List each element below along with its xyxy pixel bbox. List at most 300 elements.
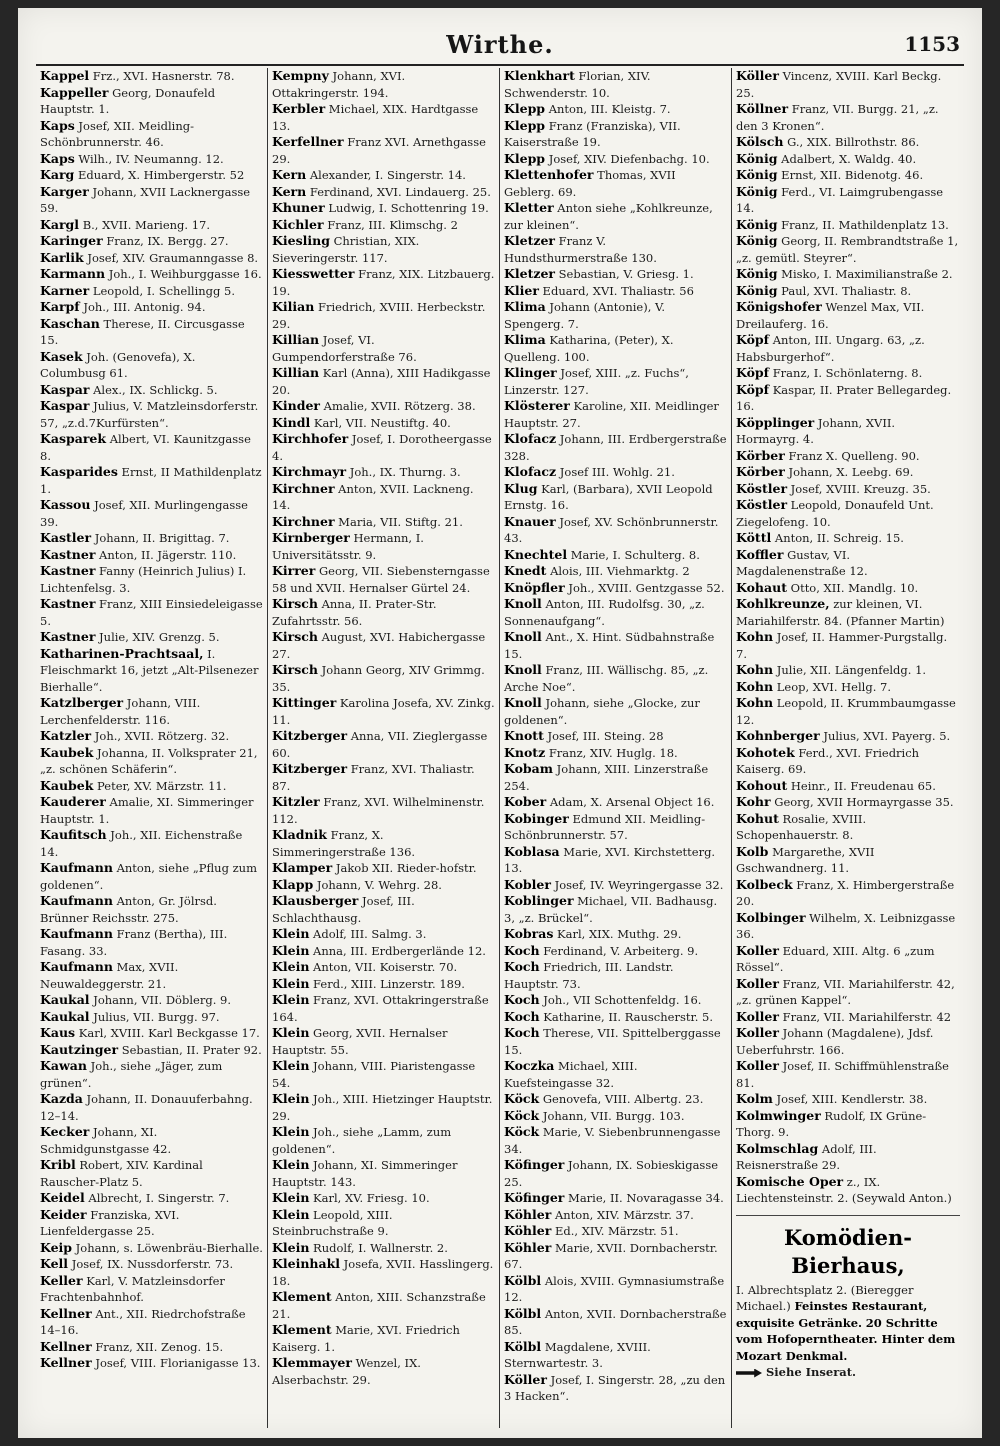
- entry-details: Franz, XIX. Litzbauerg. 19.: [272, 267, 495, 298]
- entry-name: Klinger: [504, 365, 557, 380]
- entry-name: Klamper: [272, 860, 333, 875]
- directory-entry: [736, 332, 960, 365]
- entry-name: Köfinger: [504, 1190, 565, 1205]
- directory-entry: [272, 1207, 495, 1240]
- entry-details: Eduard, XIII. Altg. 6 „zum Rössel“.: [736, 943, 935, 974]
- entry-name: Kohn: [736, 678, 774, 694]
- entry-name: König: [736, 216, 778, 232]
- entry-name: Kohn: [736, 629, 774, 644]
- directory-entry: [40, 1025, 263, 1042]
- entry-name: Kitzberger: [272, 761, 348, 776]
- directory-entry: [40, 497, 263, 530]
- directory-entry: [272, 976, 495, 993]
- directory-entry: [272, 514, 495, 531]
- ad-highlight-2: 20 Schritte vom Hofoperntheater. Hinter dem Mozart Denkmal.: [736, 1315, 956, 1363]
- directory-entry: [40, 233, 263, 250]
- directory-entry: [40, 1306, 263, 1339]
- entry-details: Georg, Donaufeld Hauptstr. 1.: [40, 85, 216, 116]
- directory-entry: [504, 1108, 727, 1125]
- directory-entry: [40, 382, 263, 399]
- entry-name: Kobler: [504, 876, 551, 892]
- entry-name: Kölbl: [504, 1305, 542, 1321]
- entry-name: Klement: [272, 1322, 332, 1337]
- entry-name: Klein: [272, 992, 310, 1007]
- entry-name: Katharinen-Prachtsaal,: [40, 645, 204, 661]
- directory-entry: [504, 1372, 727, 1405]
- entry-name: Klepp: [504, 101, 546, 116]
- directory-entry: [272, 1025, 495, 1058]
- directory-entry: [40, 1355, 263, 1372]
- entry-name: Kauderer: [40, 794, 106, 809]
- entry-details: Adalbert, X. Waldg. 40.: [777, 151, 917, 166]
- directory-entry: [272, 266, 495, 299]
- directory-entry: [40, 266, 263, 283]
- entry-name: Karger: [40, 183, 89, 199]
- entry-name: Kastner: [40, 629, 96, 644]
- entry-details: Hermann, I. Universitätsstr. 9.: [272, 531, 424, 562]
- entry-name: Kasek: [40, 348, 83, 364]
- entry-name: Kölsch: [736, 134, 784, 149]
- entry-details: Marie, XVI. Kirchstetterg. 13.: [504, 844, 716, 875]
- directory-entry: [736, 1141, 960, 1174]
- directory-entry: [504, 1306, 727, 1339]
- entry-details: Johann, II. Brigittag. 7.: [91, 531, 230, 545]
- entry-details: Anton, XVII. Lackneng. 14.: [272, 481, 474, 512]
- column-4-entries: [736, 68, 960, 1207]
- entry-name: Kirchner: [272, 480, 335, 496]
- entry-details: Paul, XVI. Thaliastr. 8.: [777, 283, 912, 298]
- directory-entry: [504, 1223, 727, 1240]
- directory-entry: [504, 1091, 727, 1108]
- entry-name: Knedt: [504, 563, 547, 578]
- entry-name: Klepp: [504, 150, 546, 166]
- directory-entry: [504, 1240, 727, 1273]
- entry-details: Julius, V. Matzleinsdorferstr. 57, „z.d.7Kurfürsten“.: [40, 399, 259, 430]
- entry-details: Anton, III. Ungarg. 63, „z. Habsburgerhof“.: [736, 333, 925, 364]
- entry-details: Edmund XII. Meidling-Schönbrunnerstr. 57.: [504, 811, 706, 842]
- entry-name: Kawan: [40, 1058, 87, 1073]
- directory-entry: [40, 860, 263, 893]
- directory-entry: [504, 118, 727, 151]
- entry-name: Knott: [504, 728, 544, 743]
- entry-name: Köstler: [736, 480, 788, 496]
- entry-details: Alois, XVIII. Gymnasiumstraße 12.: [504, 1273, 725, 1304]
- directory-entry: [504, 877, 727, 894]
- entry-details: Anton siehe „Kohlkreunze, zur kleinen“.: [504, 201, 713, 232]
- entry-name: Kellner: [40, 1338, 92, 1354]
- entry-name: Kolbinger: [736, 909, 806, 925]
- entry-details: Karl, VII. Neustiftg. 40.: [310, 415, 451, 430]
- entry-details: Julie, XIV. Grenzg. 5.: [95, 630, 220, 644]
- entry-name: Klösterer: [504, 398, 570, 413]
- directory-entry: [736, 415, 960, 448]
- entry-name: Kribl: [40, 1157, 76, 1172]
- entry-name: Klemmayer: [272, 1355, 352, 1370]
- entry-name: Kern: [272, 183, 307, 199]
- directory-entry: [40, 1190, 263, 1207]
- entry-details: Josef, VIII. Florianigasse 13.: [91, 1356, 261, 1370]
- directory-entry: [736, 794, 960, 811]
- directory-entry: [504, 547, 727, 564]
- entry-name: Kirchhofer: [272, 431, 349, 446]
- entry-details: Josef, XIII. Kendlerstr. 38.: [772, 1092, 928, 1106]
- entry-name: Kappeller: [40, 84, 109, 100]
- directory-entry: [40, 1273, 263, 1306]
- entry-details: Johann, VIII. Piaristengasse 54.: [272, 1059, 476, 1090]
- directory-entry: [736, 497, 960, 530]
- entry-details: Josef, XV. Schönbrunnerstr. 43.: [504, 514, 719, 545]
- entry-details: Ferdinand, V. Arbeiterg. 9.: [539, 943, 699, 958]
- entry-details: Ernst, XII. Bidenotg. 46.: [777, 168, 924, 182]
- directory-entry: [40, 827, 263, 860]
- entry-name: Kecker: [40, 1124, 90, 1139]
- entry-name: Köller: [736, 68, 779, 83]
- directory-entry: [272, 530, 495, 563]
- directory-entry: [504, 68, 727, 101]
- directory-entry: [272, 233, 495, 266]
- entry-name: Kirchner: [272, 513, 335, 529]
- directory-entry: [736, 547, 960, 580]
- directory-entry: [272, 1289, 495, 1322]
- directory-entry: [504, 332, 727, 365]
- directory-entry: [272, 481, 495, 514]
- directory-entry: [736, 811, 960, 844]
- entry-details: Max, XVII. Neuwaldeggerstr. 21.: [40, 960, 179, 991]
- entry-name: Kazda: [40, 1091, 83, 1106]
- directory-entry: [40, 250, 263, 267]
- directory-entry: [40, 1339, 263, 1356]
- directory-entry: [736, 695, 960, 728]
- entry-details: Johann, X. Leebg. 69.: [784, 465, 914, 479]
- directory-entry: [40, 1256, 263, 1273]
- entry-name: Körber: [736, 447, 785, 463]
- directory-entry: [736, 629, 960, 662]
- directory-entry: [504, 299, 727, 332]
- directory-entry: [736, 844, 960, 877]
- entry-details: Joh. (Genovefa), X. Columbusg 61.: [40, 349, 196, 380]
- entry-details: Joh., siehe „Jäger, zum grünen“.: [40, 1059, 223, 1090]
- entry-name: Kappel: [40, 68, 90, 83]
- directory-entry: [272, 1355, 495, 1388]
- entry-name: Koller: [736, 1025, 779, 1040]
- directory-entry: [272, 1157, 495, 1190]
- entry-name: Klein: [272, 1190, 310, 1205]
- directory-entry: [504, 1009, 727, 1026]
- entry-name: Köck: [504, 1091, 540, 1106]
- directory-entry: [736, 299, 960, 332]
- directory-entry: [272, 596, 495, 629]
- entry-details: Franz (Bertha), III. Fasang. 33.: [40, 927, 228, 958]
- entry-name: Kaus: [40, 1025, 76, 1040]
- entry-name: Kichler: [272, 216, 324, 232]
- entry-details: Franz, X. Simmeringerstraße 136.: [272, 828, 416, 859]
- entry-details: Josef, I. Dorotheergasse 4.: [272, 432, 492, 463]
- entry-details: Ant., X. Hint. Südbahnstraße 15.: [504, 630, 715, 661]
- entry-details: Franz, I. Schönlaterng. 8.: [769, 366, 923, 380]
- entry-name: Katzlberger: [40, 695, 124, 710]
- directory-entry: [736, 877, 960, 910]
- entry-details: Kaspar, II. Prater Bellegardeg. 16.: [736, 382, 952, 413]
- entry-name: König: [736, 266, 778, 281]
- directory-entry: [504, 761, 727, 794]
- directory-entry: [504, 629, 727, 662]
- entry-details: Anna, VII. Zieglergasse 60.: [272, 729, 488, 760]
- entry-name: Karinger: [40, 233, 103, 248]
- entry-details: Franz, VII. Mariahilferstr. 42: [778, 1009, 952, 1024]
- entry-details: Anton, III. Kleistg. 7.: [545, 102, 671, 116]
- entry-details: Anton, II. Jägerstr. 110.: [95, 547, 237, 562]
- directory-entry: [40, 629, 263, 646]
- directory-entry: [736, 943, 960, 976]
- entry-details: Thomas, XVII Geblerg. 69.: [504, 168, 676, 199]
- directory-entry: [504, 992, 727, 1009]
- directory-entry: [504, 943, 727, 960]
- directory-entry: [40, 530, 263, 547]
- entry-name: Komische Oper: [736, 1173, 844, 1189]
- entry-details: Josef, IX. Nussdorferstr. 73.: [68, 1257, 234, 1271]
- entry-name: Kirsch: [272, 629, 318, 644]
- directory-entry: [272, 217, 495, 234]
- directory-entry: [504, 398, 727, 431]
- directory-entry: [40, 1157, 263, 1190]
- entry-name: König: [736, 167, 778, 182]
- entry-name: Kilian: [272, 299, 315, 314]
- entry-name: Kolm: [736, 1091, 773, 1106]
- entry-name: Klein: [272, 959, 310, 974]
- entry-details: Josef, I. Singerstr. 28, „zu den 3 Hacken“.: [504, 1372, 726, 1403]
- entry-name: Kaufmann: [40, 860, 113, 875]
- entry-name: Köpf: [736, 332, 770, 347]
- entry-details: Franz, XII. Zenog. 15.: [91, 1339, 224, 1354]
- entry-name: Kober: [504, 794, 547, 809]
- entry-name: Karner: [40, 282, 90, 298]
- directory-entry: [272, 134, 495, 167]
- entry-name: Katzler: [40, 728, 92, 743]
- entry-details: Robert, XIV. Kardinal Rauscher-Platz 5.: [40, 1158, 203, 1189]
- entry-details: Adolf, III. Reisnerstraße 29.: [736, 1141, 877, 1172]
- entry-name: Kölbl: [504, 1272, 542, 1288]
- directory-page: [18, 8, 982, 1438]
- entry-details: Karl, XVIII. Karl Beckgasse 17.: [75, 1026, 260, 1040]
- entry-details: Fanny (Heinrich Julius) I. Lichtenfelsg. 3.: [40, 564, 247, 595]
- directory-entry: [272, 943, 495, 960]
- entry-name: Koller: [736, 942, 779, 958]
- header-rule: [36, 64, 964, 66]
- entry-name: Kohut: [736, 810, 779, 826]
- directory-entry: [736, 184, 960, 217]
- directory-entry: [272, 959, 495, 976]
- directory-entry: [736, 1091, 960, 1108]
- entry-name: Kirrer: [272, 563, 316, 578]
- directory-entry: [40, 1042, 263, 1059]
- directory-entry: [272, 728, 495, 761]
- entry-details: Franziska, XVI. Lienfeldergasse 25.: [40, 1207, 180, 1238]
- directory-entry: [504, 580, 727, 597]
- entry-name: Kindl: [272, 414, 311, 430]
- directory-entry: [40, 68, 263, 85]
- directory-entry: [40, 151, 263, 168]
- directory-entry: [504, 1157, 727, 1190]
- entry-details: Johann, V. Wehrg. 28.: [313, 877, 442, 892]
- entry-name: Kohn: [736, 695, 774, 710]
- entry-details: Wenzel Max, VII. Dreilauferg. 16.: [736, 300, 925, 331]
- directory-entry: [40, 1009, 263, 1026]
- entry-name: Kaps: [40, 150, 75, 166]
- entry-name: Kletter: [504, 200, 554, 215]
- entry-details: Joh., XVIII. Gentzgasse 52.: [564, 580, 725, 595]
- entry-name: Kaspar: [40, 381, 90, 397]
- directory-entry: [736, 910, 960, 943]
- directory-entry: [272, 563, 495, 596]
- entry-details: Johann, XI. Simmeringer Hauptstr. 143.: [272, 1158, 458, 1189]
- directory-entry: [504, 1025, 727, 1058]
- ad-text: [736, 1282, 960, 1365]
- entry-details: Vincenz, XVIII. Karl Beckg. 25.: [736, 69, 942, 100]
- directory-entry: [736, 530, 960, 547]
- directory-entry: [736, 382, 960, 415]
- entry-details: Franz, XVI. Thaliastr. 87.: [272, 762, 475, 793]
- entry-name: Köhler: [504, 1239, 552, 1255]
- entry-details: Adam, X. Arsenal Object 16.: [546, 795, 715, 809]
- directory-entry: [736, 728, 960, 745]
- directory-entry: [504, 844, 727, 877]
- entry-details: Franz XVI. Arnethgasse 29.: [272, 135, 486, 166]
- entry-details: Johann, VII. Döblerg. 9.: [89, 993, 231, 1007]
- directory-entry: [736, 101, 960, 134]
- directory-entry: [272, 992, 495, 1025]
- entry-name: Klein: [272, 926, 310, 941]
- entry-name: Knechtel: [504, 546, 568, 562]
- entry-details: Franz, IX. Bergg. 27.: [102, 234, 229, 248]
- entry-details: Anton, II. Schreig. 15.: [771, 531, 904, 545]
- entry-name: Kastner: [40, 596, 96, 611]
- entry-name: König: [736, 183, 778, 199]
- entry-details: Gustav, VI. Magdalenenstraße 12.: [736, 547, 868, 578]
- directory-entry: [504, 1190, 727, 1207]
- directory-entry: [736, 167, 960, 184]
- entry-details: Franz, XIV. Huglg. 18.: [545, 745, 678, 760]
- entry-name: Kaukal: [40, 992, 90, 1007]
- directory-entry: [504, 514, 727, 547]
- entry-details: Karl, XV. Friesg. 10.: [309, 1191, 430, 1205]
- entry-details: Leopold, XIII. Steinbruchstraße 9.: [272, 1207, 393, 1238]
- entry-name: Kerbler: [272, 101, 326, 116]
- entry-name: Kohlkreunze,: [736, 596, 830, 611]
- entry-details: Katharine, II. Rauscherstr. 5.: [539, 1009, 713, 1024]
- entry-details: Joh., III. Antonig. 94.: [79, 300, 206, 314]
- directory-entry: [40, 349, 263, 382]
- entry-name: Köller: [504, 1371, 547, 1387]
- entry-name: Kitzberger: [272, 728, 348, 743]
- entry-name: Klein: [272, 1058, 310, 1073]
- entry-name: Kaukal: [40, 1008, 90, 1024]
- directory-entry: [504, 596, 727, 629]
- directory-entry: [736, 662, 960, 679]
- directory-entry: [40, 1091, 263, 1124]
- entry-name: Koch: [504, 1025, 540, 1040]
- entry-details: Josef, XVIII. Kreuzg. 35.: [787, 481, 931, 496]
- entry-details: Sebastian, II. Prater 92.: [118, 1042, 262, 1057]
- directory-entry: [736, 217, 960, 234]
- entry-name: Klug: [504, 480, 538, 496]
- entry-details: Sebastian, V. Griesg. 1.: [554, 267, 694, 281]
- directory-entry: [736, 266, 960, 283]
- entry-details: Leopold, II. Krummbaumgasse 12.: [736, 696, 956, 727]
- entry-name: Killian: [272, 332, 320, 347]
- entry-details: Josefa, XVII. Hasslingerg. 18.: [272, 1257, 494, 1288]
- directory-entry: [504, 464, 727, 481]
- entry-details: Joh., XVII. Rötzerg. 32.: [91, 729, 230, 743]
- entry-details: Franz, VII. Burgg. 21, „z. den 3 Kronen“.: [736, 102, 939, 133]
- directory-entry: [504, 1273, 727, 1306]
- entry-details: Rosalie, XVIII. Schopenhauerstr. 8.: [736, 811, 867, 842]
- entry-name: Kirchmayr: [272, 464, 347, 479]
- entry-name: Kern: [272, 167, 307, 182]
- entry-details: Karl, XIX. Muthg. 29.: [553, 927, 682, 941]
- entry-details: Franz, X. Himbergerstraße 20.: [736, 877, 955, 908]
- entry-details: Adolf, III. Salmg. 3.: [309, 927, 427, 941]
- entry-name: Keider: [40, 1206, 87, 1222]
- entry-name: Köttl: [736, 530, 772, 545]
- entry-name: Königshofer: [736, 299, 822, 314]
- entry-name: Kaps: [40, 117, 75, 133]
- directory-entry: [736, 151, 960, 168]
- directory-entry: [736, 134, 960, 151]
- directory-entry: [736, 1108, 960, 1141]
- directory-entry: [40, 1207, 263, 1240]
- entry-details: Alex., IX. Schlickg. 5.: [89, 382, 218, 397]
- entry-details: Jakob XII. Rieder-hofstr.: [332, 861, 477, 875]
- entry-details: Joh., XII. Eichenstraße 14.: [40, 828, 243, 859]
- entry-details: Johann, XVII. Hormayrg. 4.: [736, 415, 896, 446]
- directory-entry: [736, 976, 960, 1009]
- entry-details: Franz, XVI. Ottakringerstraße 164.: [272, 993, 489, 1024]
- columns: [36, 68, 966, 1428]
- directory-entry: [272, 794, 495, 827]
- directory-entry: [40, 398, 263, 431]
- entry-details: Anton, XIII. Schanzstraße 21.: [272, 1290, 486, 1321]
- entry-name: Koch: [504, 992, 540, 1007]
- directory-entry: [40, 1058, 263, 1091]
- entry-name: Koller: [736, 1058, 779, 1073]
- entry-name: Klement: [272, 1289, 332, 1304]
- entry-name: Kohnberger: [736, 728, 820, 743]
- directory-entry: [736, 1025, 960, 1058]
- directory-entry: [504, 266, 727, 283]
- directory-entry: [504, 893, 727, 926]
- entry-details: Franz, II. Mathildenplatz 13.: [777, 217, 949, 232]
- entry-name: Körber: [736, 464, 785, 479]
- entry-name: Kiesswetter: [272, 266, 355, 281]
- entry-name: Kohout: [736, 777, 788, 793]
- directory-entry: [40, 728, 263, 745]
- entry-details: Friedrich, XVIII. Herbeckstr. 29.: [272, 300, 486, 331]
- entry-name: Köpf: [736, 365, 770, 380]
- entry-details: Franz, III. Klimschg. 2: [323, 217, 458, 232]
- entry-details: Julie, XII. Längenfeldg. 1.: [773, 663, 927, 677]
- directory-entry: [272, 101, 495, 134]
- entry-details: Johann, VII. Burgg. 103.: [539, 1108, 685, 1123]
- entry-name: Kleinhakl: [272, 1256, 340, 1271]
- entry-name: Kletzer: [504, 233, 555, 248]
- directory-entry: [736, 283, 960, 300]
- entry-name: Karg: [40, 167, 75, 182]
- entry-name: Kobam: [504, 761, 553, 776]
- entry-name: Kolb: [736, 843, 769, 859]
- directory-entry: [272, 1256, 495, 1289]
- entry-name: Keip: [40, 1239, 73, 1255]
- directory-entry: [40, 316, 263, 349]
